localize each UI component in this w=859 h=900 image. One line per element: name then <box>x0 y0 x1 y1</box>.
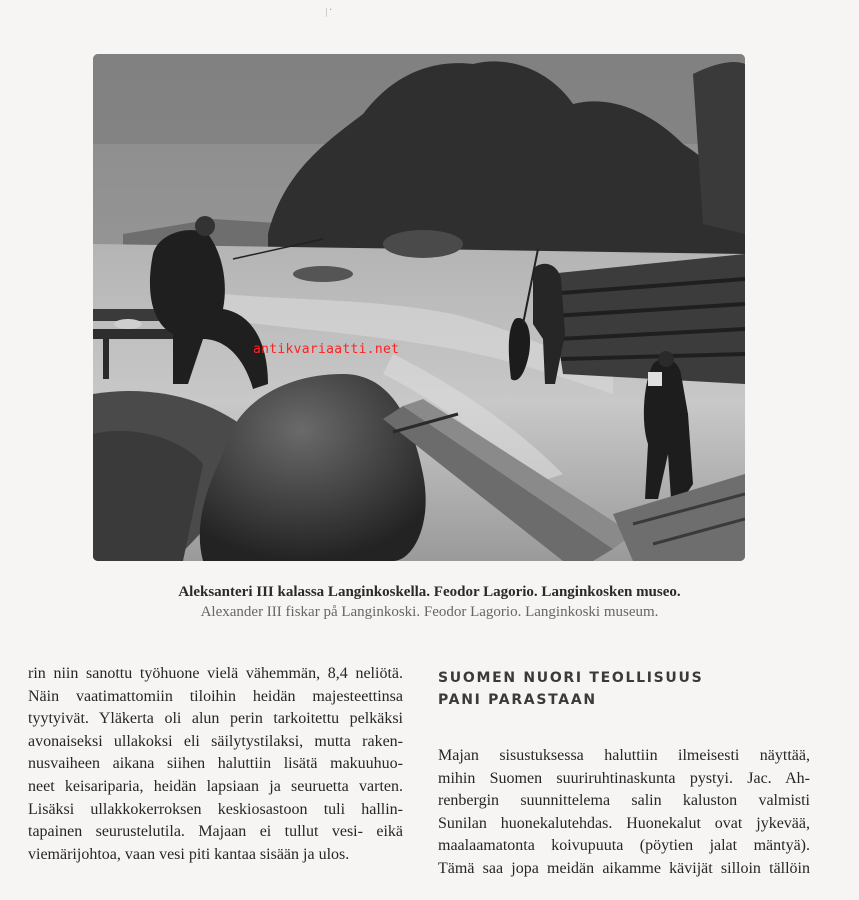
section-heading <box>438 667 818 711</box>
text-line: renbergin suunnittelema salin kaluston valmisti <box>438 792 810 810</box>
text-line: neet keisariparia, heidän lapsiaan ja seuruetta varten. <box>28 777 403 795</box>
watermark-text: antikvariaatti.net <box>253 342 400 357</box>
heading-line: SUOMEN NUORI TEOLLISUUS <box>438 670 704 686</box>
text-line: tapainen seurustelutila. Majaan ei tullut vesi- eikä <box>28 823 403 841</box>
page-mark: ⁄ · <box>322 3 336 19</box>
text-line: rin niin sanottu työhuone vielä vähemmän, 8,4 neliötä. <box>28 665 403 682</box>
left-paragraph <box>28 663 403 866</box>
text-line: Lisäksi ullakkokerroksen keskiosastoon tuli hallin- <box>28 800 403 818</box>
painting-photo <box>93 54 745 561</box>
text-line: maalaamatonta koivupuuta (pöytien jalat mäntyä). <box>438 837 810 855</box>
caption-finnish: Aleksanteri III kalassa Langinkoskella. Feodor Lagorio. Langinkosken museo. <box>178 584 681 600</box>
text-line: Majan sisustuksessa haluttiin ilmeisesti näyttää, <box>438 747 810 764</box>
text-line: Sunilan huonekalutehdas. Huonekalut ovat jykevää, <box>438 814 810 832</box>
text-line: mihin Suomen suuriruhtinaskunta pystyi. Jac. Ah- <box>438 769 810 787</box>
right-paragraph <box>438 745 810 881</box>
caption-swedish: Alexander III fiskar på Langinkoski. Feodor Lagorio. Langinkoski museum. <box>200 604 659 620</box>
text-line: nusvaiheen aikana siihen haluttiin lisätä makuuhuo- <box>28 755 403 773</box>
left-column <box>28 663 403 866</box>
text-line: viemärijohtoa, vaan vesi piti kantaa sisään ja ulos. <box>28 845 350 863</box>
text-line: Näin vaatimattomiin tiloihin heidän majesteettinsa <box>28 687 403 705</box>
painting-image <box>93 54 745 561</box>
text-line: avonaiseksi ullakoksi eli säilytystilaksi, mutta raken- <box>28 732 403 750</box>
heading-line: PANI PARASTAAN <box>438 692 597 708</box>
text-line: Tämä saa jopa meidän aikamme kävijät silloin tällöin <box>438 859 810 877</box>
text-line: tyytyivät. Yläkerta oli alun perin tarkoitettu pelkäksi <box>28 710 403 728</box>
right-column <box>438 745 810 881</box>
